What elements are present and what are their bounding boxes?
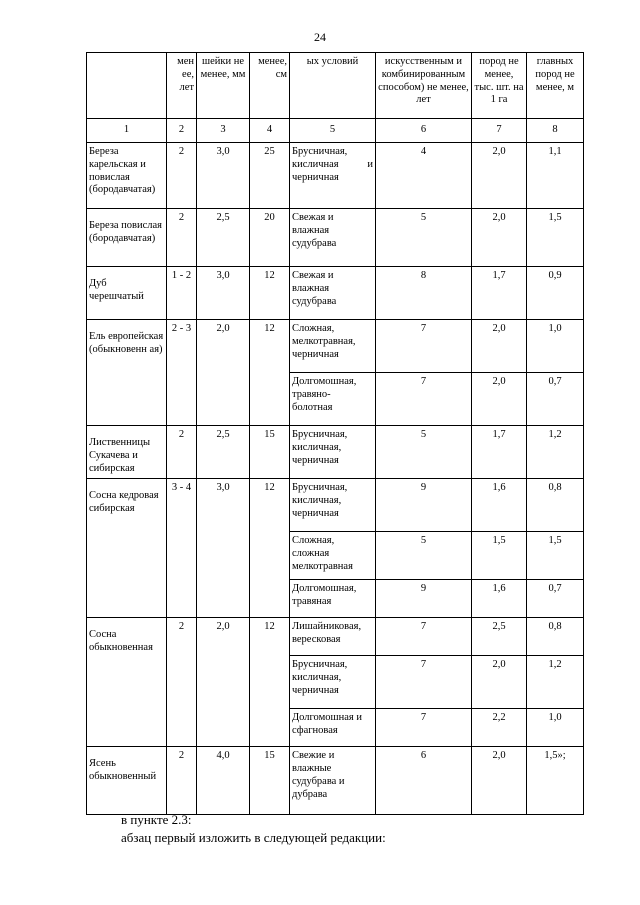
species-cell: Сосна обыкновенная <box>87 618 167 747</box>
age-cell: 2 <box>167 747 197 815</box>
header-cell: главных пород не менее, м <box>527 53 584 119</box>
years-cell: 7 <box>376 320 472 373</box>
age-cell: 2 <box>167 143 197 209</box>
years-cell: 6 <box>376 747 472 815</box>
main-height-cell: 0,8 <box>527 479 584 532</box>
species-cell: Береза карельская и повислая (бородавчатая) <box>87 143 167 209</box>
years-cell: 7 <box>376 618 472 656</box>
forest-type-cell: Сложная, мелкотравная, черничная <box>290 320 376 373</box>
years-cell: 7 <box>376 656 472 709</box>
main-height-cell: 1,2 <box>527 656 584 709</box>
age-cell: 2 <box>167 426 197 479</box>
species-cell: Береза повислая (бородавчатая) <box>87 209 167 267</box>
forest-type-cell: Долгомошная, травяно- болотная <box>290 373 376 426</box>
main-height-cell: 0,8 <box>527 618 584 656</box>
forest-type-cell: Брусничная, кисличная, черничная <box>290 479 376 532</box>
table-row <box>87 267 584 320</box>
neck-diameter-cell: 2,5 <box>197 426 250 479</box>
main-height-cell: 1,0 <box>527 320 584 373</box>
forest-type-cell: Свежая и влажная судубрава <box>290 267 376 320</box>
years-cell: 9 <box>376 580 472 618</box>
height-cell: 12 <box>250 320 290 426</box>
age-cell: 3 - 4 <box>167 479 197 618</box>
main-height-cell: 1,5 <box>527 209 584 267</box>
count-cell: 2,0 <box>472 747 527 815</box>
neck-diameter-cell: 2,0 <box>197 618 250 747</box>
count-cell: 2,0 <box>472 373 527 426</box>
forest-type-cell: Лишайниковая, вересковая <box>290 618 376 656</box>
forest-type-cell: Свежие и влажные судубрава и дубрава <box>290 747 376 815</box>
forest-type-cell: Долгомошная, травяная <box>290 580 376 618</box>
count-cell: 1,7 <box>472 426 527 479</box>
main-height-cell: 0,7 <box>527 373 584 426</box>
age-cell: 2 <box>167 209 197 267</box>
count-cell: 1,6 <box>472 580 527 618</box>
forest-type-cell: Свежая и влажная судубрава <box>290 209 376 267</box>
column-number: 2 <box>167 119 197 143</box>
main-height-cell: 1,5»; <box>527 747 584 815</box>
header-cell: ых условий <box>290 53 376 119</box>
page-number: 24 <box>314 30 326 44</box>
count-cell: 2,0 <box>472 656 527 709</box>
header-cell: менее, см <box>250 53 290 119</box>
count-cell: 1,5 <box>472 532 527 580</box>
age-cell: 1 - 2 <box>167 267 197 320</box>
header-cell: искусственным и комбинированным способом) не менее, лет <box>376 53 472 119</box>
years-cell: 7 <box>376 709 472 747</box>
column-number: 4 <box>250 119 290 143</box>
column-number: 3 <box>197 119 250 143</box>
species-cell: Ель европейская (обыкновенн ая) <box>87 320 167 426</box>
neck-diameter-cell: 3,0 <box>197 143 250 209</box>
table-row <box>87 479 584 532</box>
forest-type-cell: Сложная, сложная мелкотравная <box>290 532 376 580</box>
years-cell: 5 <box>376 209 472 267</box>
column-number: 1 <box>87 119 167 143</box>
header-cell <box>87 53 167 119</box>
count-cell: 2,2 <box>472 709 527 747</box>
count-cell: 2,0 <box>472 143 527 209</box>
years-cell: 7 <box>376 373 472 426</box>
header-cell: мен ее, лет <box>167 53 197 119</box>
species-cell: Лиственницы Сукачева и сибирская <box>87 426 167 479</box>
table-row <box>87 320 584 373</box>
species-cell: Сосна кедровая сибирская <box>87 479 167 618</box>
neck-diameter-cell: 2,5 <box>197 209 250 267</box>
age-cell: 2 <box>167 618 197 747</box>
years-cell: 4 <box>376 143 472 209</box>
column-number: 8 <box>527 119 584 143</box>
count-cell: 2,5 <box>472 618 527 656</box>
body-paragraph: в пункте 2.3: <box>121 812 192 827</box>
height-cell: 12 <box>250 267 290 320</box>
body-paragraph: абзац первый изложить в следующей редакции: <box>121 830 386 845</box>
species-cell: Ясень обыкновенный <box>87 747 167 815</box>
count-cell: 2,0 <box>472 209 527 267</box>
height-cell: 12 <box>250 618 290 747</box>
height-cell: 12 <box>250 479 290 618</box>
column-number-row <box>87 119 584 143</box>
years-cell: 5 <box>376 532 472 580</box>
species-cell: Дуб черешчатый <box>87 267 167 320</box>
neck-diameter-cell: 3,0 <box>197 267 250 320</box>
column-number: 5 <box>290 119 376 143</box>
count-cell: 2,0 <box>472 320 527 373</box>
neck-diameter-cell: 4,0 <box>197 747 250 815</box>
main-height-cell: 0,9 <box>527 267 584 320</box>
age-cell: 2 - 3 <box>167 320 197 426</box>
table-row <box>87 209 584 267</box>
column-number: 7 <box>472 119 527 143</box>
table-row <box>87 143 584 209</box>
years-cell: 9 <box>376 479 472 532</box>
main-height-cell: 0,7 <box>527 580 584 618</box>
main-height-cell: 1,2 <box>527 426 584 479</box>
years-cell: 5 <box>376 426 472 479</box>
forest-type-cell: Брусничная, кисличная, черничная <box>290 656 376 709</box>
count-cell: 1,7 <box>472 267 527 320</box>
header-cell: пород не менее, тыс. шт. на 1 га <box>472 53 527 119</box>
forest-type-cell: Брусничная, кисличная и черничная <box>290 143 376 209</box>
main-height-cell: 1,1 <box>527 143 584 209</box>
seedling-standards-table <box>86 52 584 815</box>
height-cell: 20 <box>250 209 290 267</box>
column-number: 6 <box>376 119 472 143</box>
years-cell: 8 <box>376 267 472 320</box>
table-row <box>87 747 584 815</box>
height-cell: 15 <box>250 747 290 815</box>
header-row <box>87 53 584 119</box>
table-row <box>87 426 584 479</box>
header-cell: шейки не менее, мм <box>197 53 250 119</box>
main-height-cell: 1,0 <box>527 709 584 747</box>
neck-diameter-cell: 2,0 <box>197 320 250 426</box>
count-cell: 1,6 <box>472 479 527 532</box>
forest-type-cell: Брусничная, кисличная, черничная <box>290 426 376 479</box>
height-cell: 15 <box>250 426 290 479</box>
neck-diameter-cell: 3,0 <box>197 479 250 618</box>
height-cell: 25 <box>250 143 290 209</box>
table-row <box>87 618 584 656</box>
forest-type-cell: Долгомошная и сфагновая <box>290 709 376 747</box>
main-height-cell: 1,5 <box>527 532 584 580</box>
